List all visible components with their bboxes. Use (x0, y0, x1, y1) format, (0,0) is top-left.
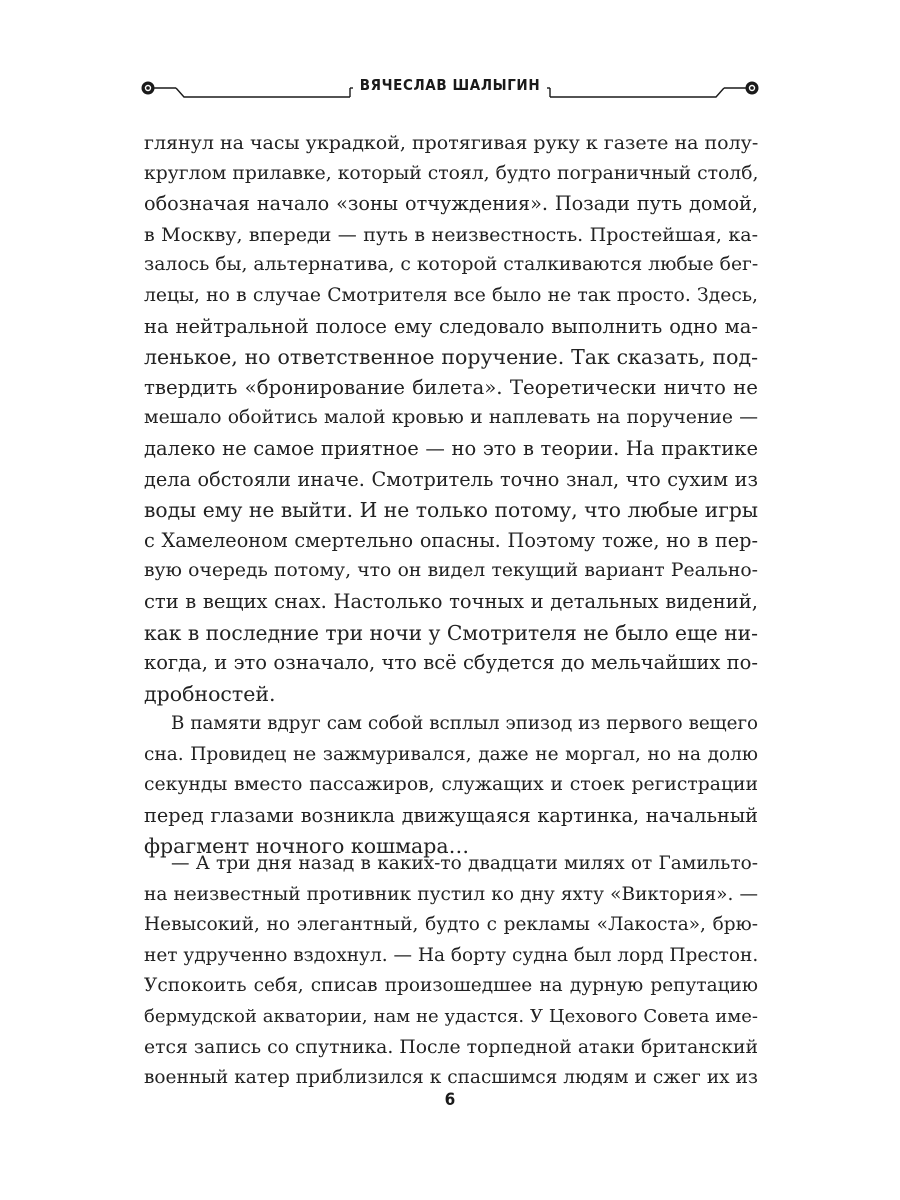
text-line: В памяти вдруг сам собой всплыл эпизод из первого вещего (171, 713, 758, 734)
text-line: глянул на часы украдкой, протягивая руку к газете на полу- (144, 132, 759, 154)
text-line: далеко не самое приятное — но это в теории. На практике (144, 436, 758, 460)
text-line: перед глазами возникла движущаяся картинка, начальный (144, 803, 758, 827)
text-line: ется запись со спутника. После торпедной атаки британский (144, 1036, 758, 1058)
text-line: военный катер приблизился к спасшимся людям и сжег их из (144, 1067, 758, 1089)
text-line: секунды вместо пассажиров, служащих и стоек регистрации (144, 774, 758, 796)
text-line: воды ему не выйти. И не только потому, что любые игры (144, 498, 758, 523)
text-line: фрагмент ночного кошмара… (144, 834, 470, 859)
text-line: круглом прилавке, который стоял, будто пограничный столб, (144, 162, 759, 184)
text-line: твердить «бронирование билета». Теоретически ничто не (144, 375, 758, 399)
text-line: обозначая начало «зоны отчуждения». Позади путь домой, (144, 192, 758, 216)
paragraph-1 (144, 128, 758, 709)
text-line: когда, и это означало, что всё сбудется до мельчайших по- (144, 651, 758, 675)
text-line: дела обстояли иначе. Смотритель точно знал, что сухим из (144, 467, 758, 491)
text-line: сна. Провидец не зажмуривался, даже не моргал, но на долю (144, 743, 758, 765)
text-line: лецы, но в случае Смотрителя все было не так просто. Здесь, (144, 284, 758, 306)
text-line: с Хамелеоном смертельно опасны. Поэтому тоже, но в пер- (144, 528, 758, 552)
text-line: — А три дня назад в каких-то двадцати милях от Гамильто- (171, 853, 758, 874)
paragraph-2 (144, 709, 758, 862)
text-line: в Москву, впереди — путь в неизвестность. Простейшая, ка- (144, 223, 758, 246)
running-head-author: ВЯЧЕСЛАВ ШАЛЫГИН (359, 76, 541, 94)
paragraph-3 (144, 849, 758, 1094)
text-line: залось бы, альтернатива, с которой сталкиваются любые бег- (144, 254, 759, 276)
text-line: дробностей. (144, 681, 276, 706)
text-line: как в последние три ночи у Смотрителя не было еще ни- (144, 620, 759, 645)
text-line: нет удрученно вздохнул. — На борту судна был лорд Престон. (144, 944, 759, 966)
text-line: вую очередь потому, что он видел текущий вариант Реально- (144, 560, 758, 582)
page-number: 6 (444, 1090, 456, 1110)
text-line: мешало обойтись малой кровью и наплевать на поручение — (144, 407, 758, 429)
text-line: бермудской акватории, нам не удастся. У Цехового Совета име- (144, 1005, 758, 1027)
text-line: на нейтральной полосе ему следовало выполнить одно ма- (144, 314, 758, 338)
running-head (138, 72, 762, 106)
text-line: сти в вещих снах. Настолько точных и детальных видений, (144, 589, 758, 613)
text-line: на неизвестный противник пустил ко дну яхту «Виктория». — (144, 883, 758, 905)
text-line: ленькое, но ответственное поручение. Так сказать, под- (144, 345, 758, 370)
text-line: Успокоить себя, списав произошедшее на дурную репутацию (144, 975, 758, 997)
text-line: Невысокий, но элегантный, будто с рекламы «Лакоста», брю- (144, 914, 758, 936)
